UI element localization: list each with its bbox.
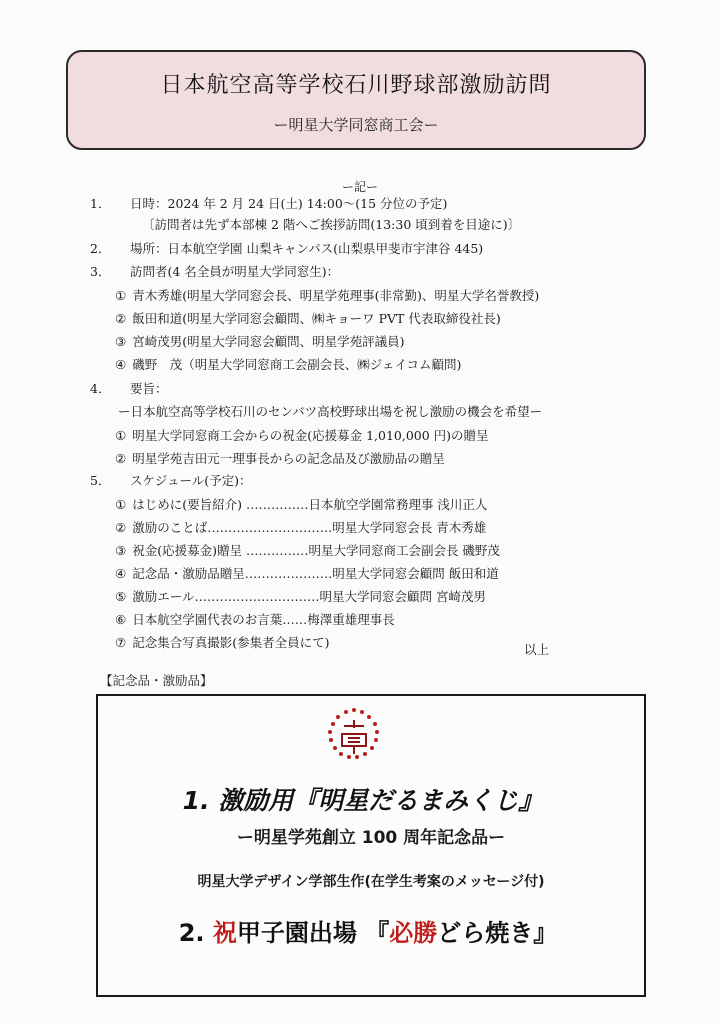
gift-2-iwai: 祝	[212, 919, 237, 947]
schedule-text: はじめに(要旨紹介) ……………日本航空学園常務理事 浅川正人	[132, 497, 488, 512]
schedule-marker: ③	[115, 543, 127, 558]
schedule-row	[115, 522, 486, 535]
item-visitors: 訪問者(4 名全員が明星大学同窓生)：	[130, 264, 340, 279]
gift-1-subtitle: ー明星学苑創立 100 周年記念品ー	[236, 828, 506, 848]
purpose-text: 明星学苑吉田元一理事長からの記念品及び激励品の贈呈	[132, 451, 445, 466]
gift-2-koshien: 甲子園出場 『	[236, 919, 390, 947]
schedule-text: 記念品・激励品贈呈…………………明星大学同窓会顧問 飯田和道	[132, 566, 499, 581]
visitor-row	[115, 290, 539, 303]
purpose-marker: ①	[115, 428, 127, 443]
visitor-row	[115, 336, 404, 349]
schedule-text: 激励のことば…………………………明星大学同窓会長 青木秀雄	[132, 520, 487, 535]
schedule-marker: ④	[115, 566, 127, 581]
purpose-row	[115, 430, 489, 443]
schedule-text: 激励エール…………………………明星大学同窓会顧問 宮崎茂男	[132, 589, 486, 604]
document-subtitle: ー明星大学同窓商工会ー	[273, 116, 439, 134]
gifts-box	[96, 694, 646, 997]
gift-1-name: 激励用『明星だるまみくじ』	[218, 786, 544, 815]
item-number-2: 2．	[90, 241, 111, 256]
item-purpose-statement: ー日本航空高等学校石川のセンバツ高校野球出場を祝し激励の機会を希望ー	[118, 404, 543, 419]
visitor-marker: ③	[115, 334, 127, 349]
visitor-text: 青木秀雄(明星大学同窓会長、明星学苑理事(非常勤)、明星大学名誉教授)	[132, 288, 540, 303]
gift-2-hissho: 必勝	[389, 919, 438, 947]
schedule-text: 祝金(応援募金)贈呈 ……………明星大学同窓商工会副会長 磯野茂	[132, 543, 500, 558]
schedule-row	[115, 614, 395, 627]
item-datetime: 日時：2024 年 2 月 24 日(土) 14:00～(15 分位の予定)	[130, 196, 448, 211]
schedule-text: 日本航空学園代表のお言葉……梅澤重雄理事長	[132, 612, 395, 627]
item-schedule: スケジュール(予定)：	[130, 473, 252, 488]
closing-ijo: 以上	[524, 642, 550, 657]
schedule-marker: ⑤	[115, 589, 127, 604]
visitor-row	[115, 359, 461, 372]
item-place: 場所：日本航空学園 山梨キャンパス(山梨県甲斐市宇津谷 445)	[130, 241, 484, 256]
schedule-row	[115, 591, 486, 604]
schedule-marker: ⑥	[115, 612, 127, 627]
visitor-row	[115, 313, 501, 326]
gift-2-dorayaki: どら焼き』	[437, 919, 558, 947]
gift-1-number: 1.	[182, 786, 210, 815]
visitor-text: 磯野 茂（明星大学同窓商工会副会長、㈱ジェイコム顧問)	[132, 357, 462, 372]
item-number-5: 5．	[90, 473, 111, 488]
visitor-marker: ④	[115, 357, 127, 372]
schedule-text: 記念集合写真撮影(参集者全員にて)	[132, 635, 330, 650]
schedule-row	[115, 568, 499, 581]
purpose-marker: ②	[115, 451, 127, 466]
gifts-heading: 【記念品・激励品】	[100, 673, 213, 688]
schedule-marker: ①	[115, 497, 127, 512]
purpose-row	[115, 453, 445, 466]
gift-1-note: 明星大学デザイン学部生作(在学生考案のメッセージ付)	[197, 874, 545, 890]
visitor-text: 宮崎茂男(明星大学同窓会顧問、明星学苑評議員)	[132, 334, 405, 349]
item-purpose: 要旨：	[130, 381, 168, 396]
gift-2-number: 2.	[178, 919, 205, 947]
title-box	[66, 50, 646, 150]
visitor-text: 飯田和道(明星大学同窓会顧問、㈱キョーワ PVT 代表取締役社長)	[132, 311, 501, 326]
item-datetime-note: 〔訪問者は先ず本部棟 2 階へご挨拶訪問(13:30 頃到着を目途に)〕	[142, 217, 521, 232]
schedule-marker: ②	[115, 520, 127, 535]
ki-heading: ー記ー	[341, 180, 378, 194]
schedule-row	[115, 499, 487, 512]
schedule-row	[115, 637, 329, 650]
item-number-1: 1．	[90, 196, 111, 211]
visitor-marker: ①	[115, 288, 127, 303]
item-number-3: 3．	[90, 264, 111, 279]
schedule-marker: ⑦	[115, 635, 127, 650]
document-title: 日本航空高等学校石川野球部激励訪問	[160, 73, 552, 98]
visitor-marker: ②	[115, 311, 127, 326]
purpose-text: 明星大学同窓商工会からの祝金(応援募金 1,010,000 円)の贈呈	[132, 428, 489, 443]
schedule-row	[115, 545, 500, 558]
gift-2-title	[128, 913, 608, 948]
gift-1-title	[128, 781, 598, 817]
school-emblem-icon	[326, 706, 382, 762]
item-number-4: 4．	[90, 381, 111, 396]
